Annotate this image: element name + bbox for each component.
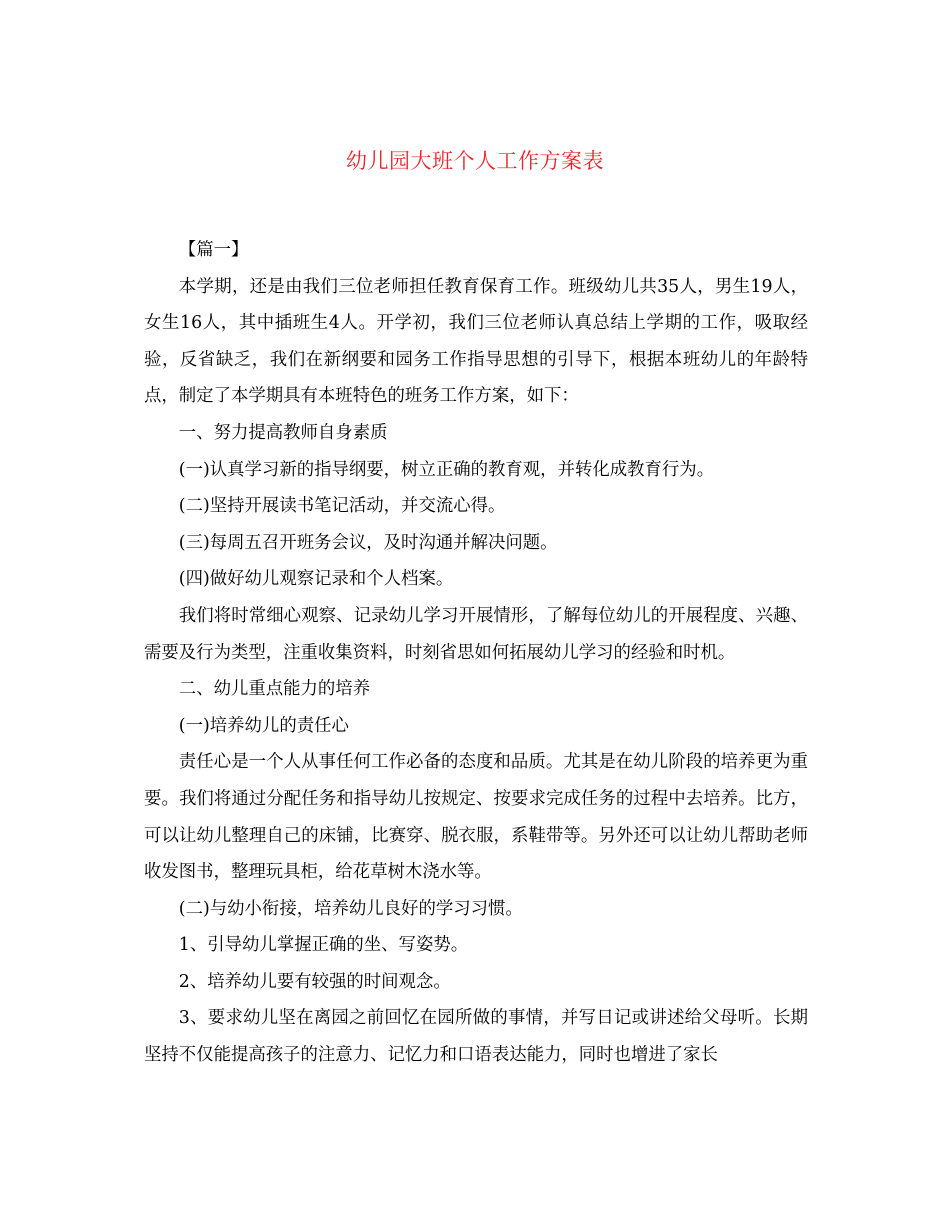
document-body [144, 232, 808, 1074]
document-title: 幼儿园大班个人工作方案表 [346, 149, 604, 173]
observation-paragraph: 我们将时常细心观察、记录幼儿学习开展情形，了解每位幼儿的开展程度、兴趣、需要及行为类型，注重收集资料，时刻省思如何拓展幼儿学习的经验和时机。 [144, 605, 808, 663]
list-item: (四)做好幼儿观察记录和个人档案。 [178, 569, 454, 590]
list-item: (二)坚持开展读书笔记活动，并交流心得。 [178, 496, 506, 517]
intro-paragraph: 本学期，还是由我们三位老师担任教育保育工作。班级幼儿共35人，男生19人，女生16人，其中插班生4人。开学初，我们三位老师认真总结上学期的工作，吸取经验，反省缺乏，我们在新纲要和园务工作指导思想的引导下，根据本班幼儿的年龄特点，制定了本学期具有本班特色的班务工作方案，如下： [144, 276, 808, 407]
heading-teacher-quality: 一、努力提高教师自身素质 [178, 422, 388, 443]
list-item: 2、培养幼儿要有较强的时间观念。 [178, 971, 451, 992]
list-item: (一)认真学习新的指导纲要，树立正确的教育观，并转化成教育行为。 [178, 459, 715, 480]
list-item: 3、要求幼儿坚在离园之前回忆在园所做的事情，并写日记或讲述给父母听。长期坚持不仅能提高孩子的注意力、记忆力和口语表达能力，同时也增进了家长 [144, 1008, 808, 1066]
subheading-responsibility: (一)培养幼儿的责任心 [178, 715, 349, 736]
list-item: (三)每周五召开班务会议，及时沟通并解决问题。 [178, 532, 558, 553]
heading-key-abilities: 二、幼儿重点能力的培养 [178, 679, 371, 700]
subheading-study-habits: (二)与幼小衔接，培养幼儿良好的学习习惯。 [178, 898, 523, 919]
list-item: 1、引导幼儿掌握正确的坐、写姿势。 [178, 935, 469, 956]
section-label: 【篇一】 [178, 240, 249, 260]
responsibility-paragraph: 责任心是一个人从事任何工作必备的态度和品质。尤其是在幼儿阶段的培养更为重要。我们将通过分配任务和指导幼儿按规定、按要求完成任务的过程中去培养。比方，可以让幼儿整理自己的床铺，比赛穿、脱衣服，系鞋带等。另外还可以让幼儿帮助老师收发图书，整理玩具柜，给花草树木浇水等。 [144, 752, 808, 883]
